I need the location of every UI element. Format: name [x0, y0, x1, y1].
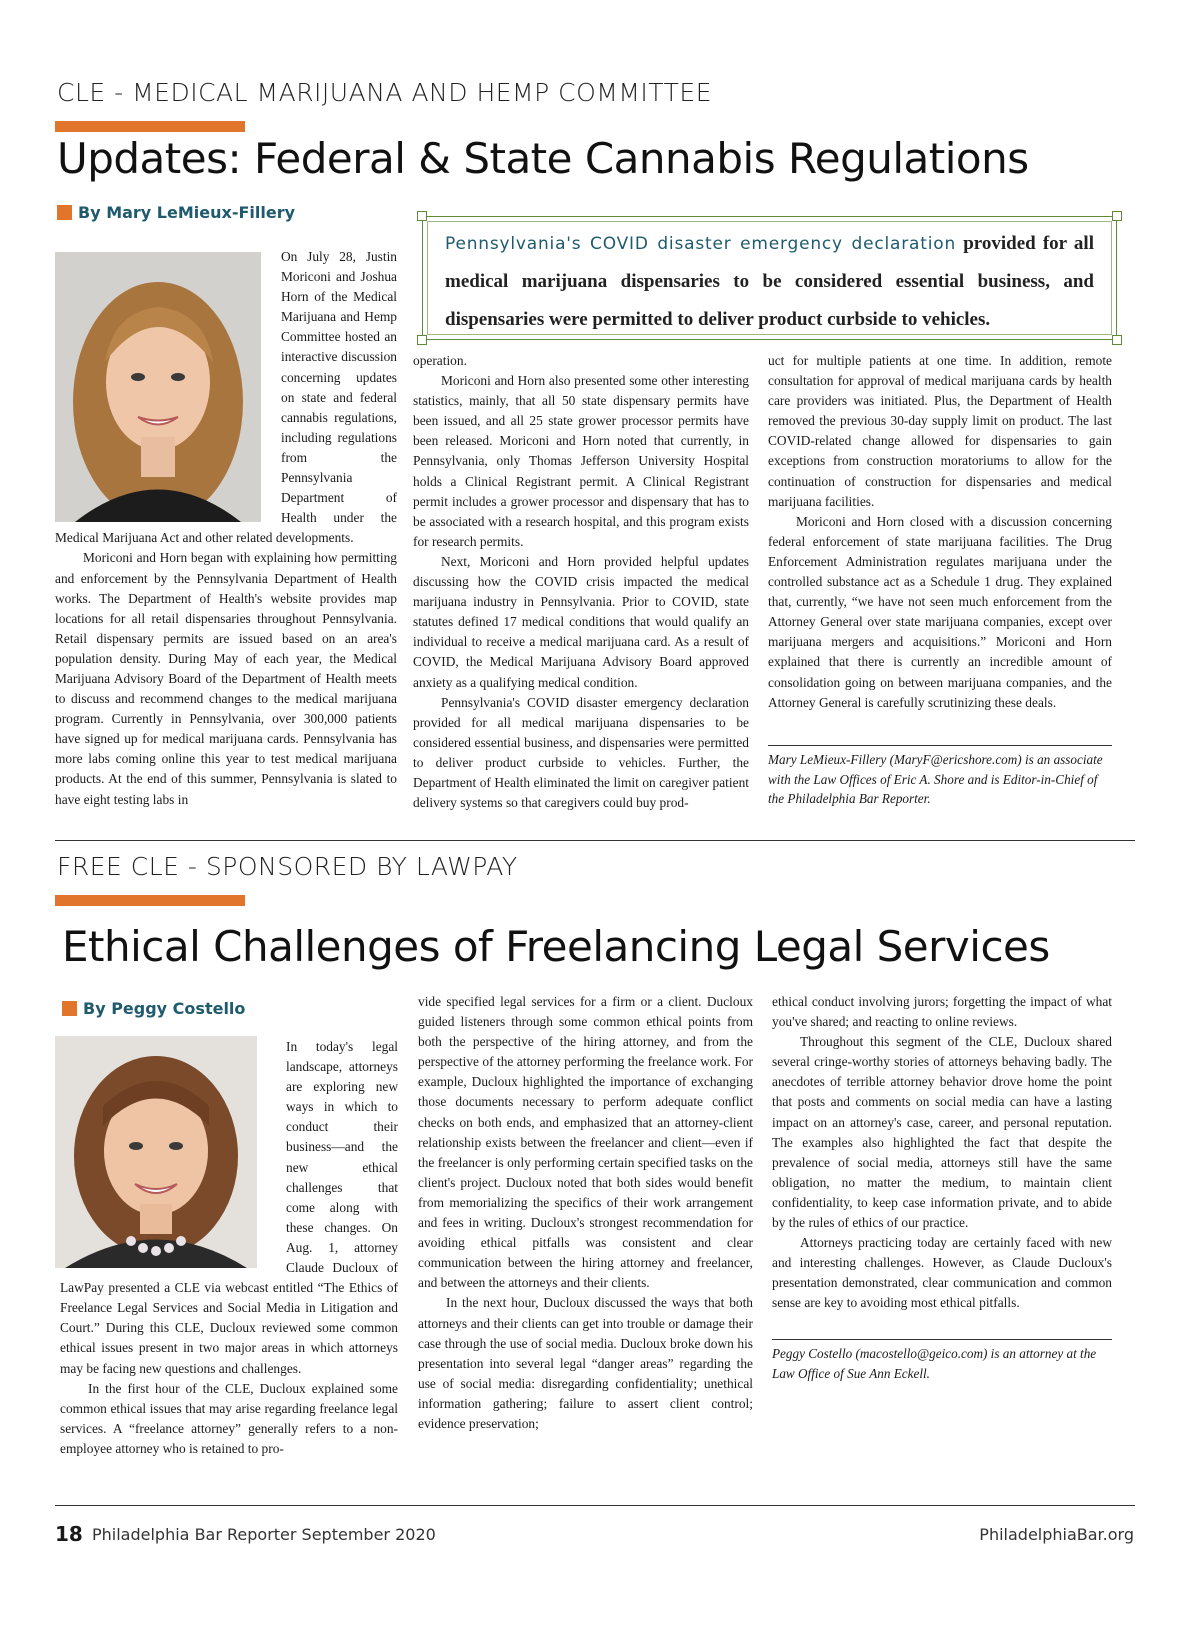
article2-column-3 [772, 992, 1112, 1314]
article2-paragraph: vide specified legal services for a firm or a client. Ducloux guided listeners through some common ethical points from both the perspective of the hiring attorney, and from the perspective of the attorney performing the freelance work. For example, Ducloux highlighted the importance of exchanging those documents necessary to perform adequate conflict checks on both ends, and emphasized that an attorney-client relationship exists between the freelancer and client—even if the freelancer is only performing certain specified tasks on the client's project. Ducloux noted that both sides would benefit from memorializing the specifics of their work arrangement and fees in writing. Ducloux's strongest recommendation for avoiding ethical pitfalls was consistent and clear communication between the hiring attorney and freelancer, and between the attorneys and their clients. [418, 994, 753, 1291]
section-divider [55, 840, 1135, 841]
portrait-image [55, 252, 261, 522]
article1-paragraph: Pennsylvania's COVID disaster emergency declaration provided for all medical marijuana dispensaries to be considered essential business, and dispensaries were permitted to deliver product curbside to vehicles. Further, the Department of Health eliminated the limit on caregiver patient delivery systems so that caregivers could buy prod- [413, 694, 749, 811]
article2-kicker: FREE CLE - SPONSORED BY LAWPAY [57, 852, 518, 881]
article1-paragraph: Moriconi and Horn closed with a discussion concerning federal enforcement of state marijuana facilities. The Drug Enforcement Administration regulates marijuana under the controlled substance act as a Schedule 1 drug. They explained that, currently, “we have not seen much enforcement from the Attorney General over state marijuana companies, except over marijuana mergers and acquisitions.” Moriconi and Horn explained that there is currently an incredible amount of consolidation going on between marijuana companies, and the Attorney General is carefully scrutinizing these deals. [768, 513, 1112, 710]
pullquote-corner-ornament [417, 335, 427, 345]
article2-accent-bar [55, 895, 245, 906]
website-link[interactable]: PhiladelphiaBar.org [979, 1525, 1134, 1544]
page-number: 18 [55, 1522, 83, 1546]
pullquote-corner-ornament [417, 211, 427, 221]
footer-rule [55, 1505, 1135, 1506]
publication-name: Philadelphia Bar Reporter September 2020 [92, 1525, 436, 1544]
article1-paragraph: On July 28, Justin Moriconi and Joshua Horn of the Medical Marijuana and Hemp Committee hosted an interactive discussion concerning updates on state and federal cannabis regulations, including regulations from the Pennsylvania Department of Health under the Medical Marijuana Act and other related developments. [55, 249, 397, 546]
article1-pullquote [422, 216, 1117, 340]
article1-paragraph: operation. [413, 353, 467, 368]
article2-paragraph: In the first hour of the CLE, Ducloux explained some common ethical issues that may arise regarding freelance legal services. A “freelance attorney” generally refers to a non-employee attorney who is retained to pro- [60, 1380, 398, 1456]
article2-paragraph: ethical conduct involving jurors; forgetting the impact of what you've shared; and reacting to online reviews. [772, 994, 1112, 1030]
author-photo-mary-lemieux-fillery [55, 252, 261, 522]
article1-kicker: CLE - MEDICAL MARIJUANA AND HEMP COMMITTEE [57, 78, 712, 107]
article2-byline [62, 999, 245, 1018]
article2-paragraph: In today's legal landscape, attorneys are exploring new ways in which to conduct their business—and the new ethical challenges that come along with these changes. On Aug. 1, attorney Claude Ducloux of LawPay presented a CLE via webcast entitled “The Ethics of Freelance Legal Services and Social Media in Litigation and Court.” During this CLE, Ducloux reviewed some common ethical issues present in two major areas in which attorneys may be facing new questions and challenges. [60, 1039, 398, 1376]
article2-headline: Ethical Challenges of Freelancing Legal Services [62, 922, 1050, 971]
article1-paragraph: Moriconi and Horn began with explaining how permitting and enforcement by the Pennsylvania Department of Health works. The Department of Health's website provides map locations for all retail dispensaries throughout Pennsylvania. Retail dispensary permits are issued based on an area's population density. During May of each year, the Medical Marijuana Advisory Board of the Department of Health meets to discuss and recommend changes to the medical marijuana program. Currently in Pennsylvania, over 300,000 patients have signed up for medical marijuana cards. Pennsylvania has more labs coming online this year to test medical marijuana products. At the end of this summer, Pennsylvania is slated to have eight testing labs in [55, 550, 397, 807]
article1-paragraph: Moriconi and Horn also presented some other interesting statistics, mainly, that all 50 state dispensary permits have been issued, and all 25 state grower processor permits have been released. Moriconi and Horn noted that currently, in Pennsylvania, only Thomas Jefferson University Hospital holds a Clinical Registrant permit. A Clinical Registrant permit includes a grower processor and dispensary that has to be associated with a research hospital, and this program exists for research permits. [413, 373, 749, 549]
article1-accent-bar [55, 121, 245, 132]
article1-paragraph: uct for multiple patients at one time. In addition, remote consultation for approval of medical marijuana cards by health care providers was initiated. Plus, the Department of Health removed the previous 30-day supply limit on product. The last COVID-related change allowed for dispensaries to gain exceptions from construction moratoriums to allow for the continuation of construction for dispensaries and medical marijuana facilities. [768, 353, 1112, 509]
article1-column-2 [413, 351, 749, 813]
article2-column-2 [418, 992, 753, 1434]
article2-paragraph: Attorneys practicing today are certainly faced with new and interesting challenges. However, as Claude Ducloux's presentation demonstrated, clear communication and common sense are key to avoiding most ethical pitfalls. [772, 1235, 1112, 1311]
pullquote-corner-ornament [1112, 211, 1122, 221]
article1-paragraph: Next, Moriconi and Horn provided helpful updates discussing how the COVID crisis impacted the medical marijuana industry in Pennsylvania. Prior to COVID, state statutes defined 17 medical conditions that would qualify an individual to receive a medical marijuana card. As a result of COVID, the Medical Marijuana Advisory Board approved anxiety as a qualifying medical condition. [413, 553, 749, 690]
article2-byline-text: By Peggy Costello [83, 999, 246, 1018]
article2-paragraph: In the next hour, Ducloux discussed the ways that both attorneys and their clients can get into trouble or damage their case through the use of social media. Ducloux broke down his presentation into several legal “danger areas” regarding the use of social media: disregarding confidentiality; unethical information gathering; failure to assert client control; evidence preservation; [418, 1295, 753, 1431]
article2-author-bio: Peggy Costello (macostello@geico.com) is an attorney at the Law Office of Sue Ann Eckell. [772, 1346, 1097, 1381]
article1-headline: Updates: Federal & State Cannabis Regulations [57, 134, 1029, 183]
article1-byline [57, 203, 295, 222]
article2-paragraph: Throughout this segment of the CLE, Ducloux shared several cringe-worthy stories of attorneys behaving badly. The anecdotes of terrible attorney behavior drove home the point that posts and comments on social media can have a lasting impact on an attorney's case, career, and personal reputation. The examples also highlighted the fact that despite the prevalence of social media, attorneys still have the same obligation, no matter the medium, to maintain client confidentiality, to keep case information private, and to abide by the rules of ethics of our practice. [772, 1034, 1112, 1231]
article1-byline-text: By Mary LeMieux-Fillery [78, 203, 296, 222]
author-photo-peggy-costello [55, 1036, 257, 1268]
article2-bio-rule [772, 1339, 1112, 1340]
pullquote-corner-ornament [1112, 335, 1122, 345]
article1-bio-rule [768, 745, 1112, 746]
portrait-image [55, 1036, 257, 1268]
article1-author-bio: Mary LeMieux-Fillery (MaryF@ericshore.com) is an associate with the Law Offices of Eric A. Shore and is Editor-in-Chief of the Philadelphia Bar Reporter. [768, 752, 1103, 806]
byline-square-icon [62, 1001, 77, 1016]
byline-square-icon [57, 205, 72, 220]
article1-column-3 [768, 351, 1112, 713]
pullquote-text: provided for all medical marijuana dispensaries to be considered essential business, and dispensaries were permitted to deliver product curbside to vehicles. [445, 233, 1094, 330]
pullquote-highlight: Pennsylvania's COVID disaster emergency declaration [445, 234, 957, 254]
